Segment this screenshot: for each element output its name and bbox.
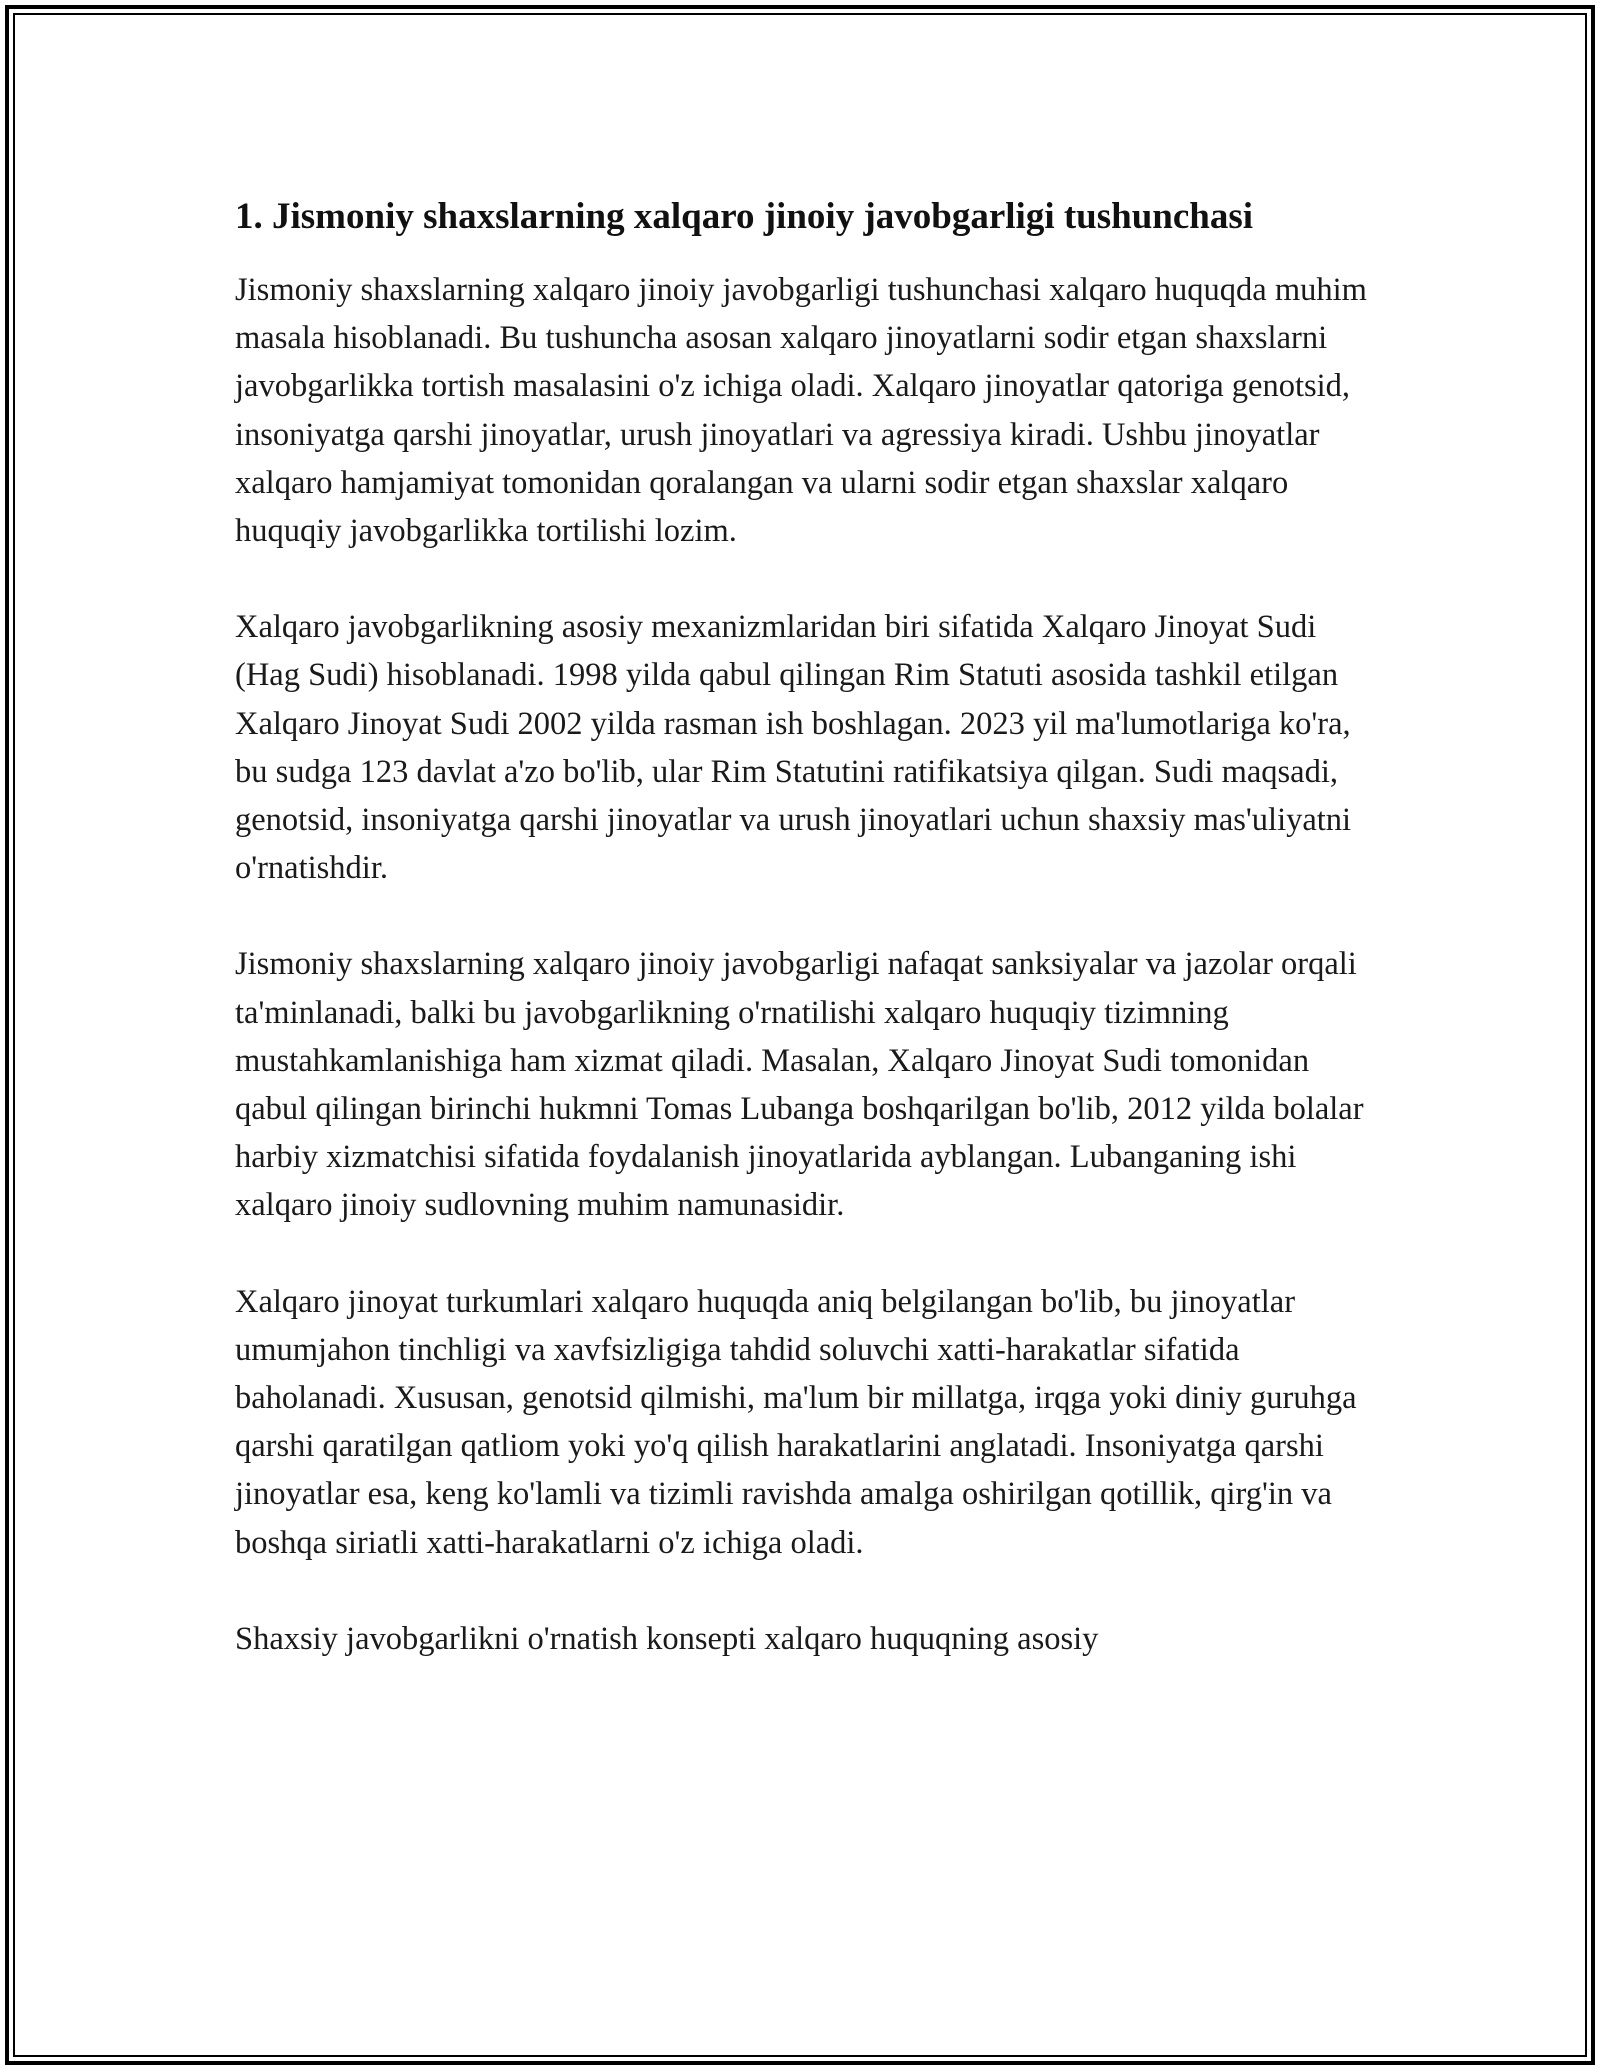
paragraph-1: Jismoniy shaxslarning xalqaro jinoiy javobgarligi tushunchasi xalqaro huquqda muhim masala hisoblanadi. Bu tushuncha asosan xalqaro jinoyatlarni sodir etgan shaxslarni javobgarlikka tortish masalasini o'z ichiga oladi. Xalqaro jinoyatlar qatoriga genotsid, insoniyatga qarshi jinoyatlar, urush jinoyatlari va agressiya kiradi. Ushbu jinoyatlar xalqaro hamjamiyat tomonidan qoralangan va ularni sodir etgan shaxslar xalqaro huquqiy javobgarlikka tortilishi lozim. [235,272,1367,550]
paragraph-4: Xalqaro jinoyat turkumlari xalqaro huquqda aniq belgilangan bo'lib, bu jinoyatlar umumjahon tinchligi va xavfsizligiga tahdid soluvchi xatti-harakatlar sifatida baholanadi. Xususan, genotsid qilmishi, ma'lum bir millatga, irqga yoki diniy guruhga qarshi qaratilgan qatliom yoki yo'q qilish harakatlarini anglatadi. Insoniyatga qarshi jinoyatlar esa, keng ko'lamli va tizimli ravishda amalga oshirilgan qotillik, qirg'in va boshqa siriatli xatti-harakatlarni o'z ichiga oladi. [235,1283,1357,1561]
paragraph-3: Jismoniy shaxslarning xalqaro jinoiy javobgarligi nafaqat sanksiyalar va jazolar orqali ta'minlanadi, balki bu javobgarlikning o'rnatilishi xalqaro huquqiy tizimning mustahkamlanishiga ham xizmat qiladi. Masalan, Xalqaro Jinoyat Sudi tomonidan qabul qilingan birinchi hukmni Tomas Lubanga boshqarilgan bo'lib, 2012 yilda bolalar harbiy xizmatchisi sifatida foydalanish jinoyatlarida ayblangan. Lubanganing ishi xalqaro jinoiy sudlovning muhim namunasidir. [235,946,1364,1224]
paragraph-2: Xalqaro javobgarlikning asosiy mexanizmlaridan biri sifatida Xalqaro Jinoyat Sudi (Hag Sudi) hisoblanadi. 1998 yilda qabul qilingan Rim Statuti asosida tashkil etilgan Xalqaro Jinoyat Sudi 2002 yilda rasman ish boshlagan. 2023 yil ma'lumotlariga ko'ra, bu sudga 123 davlat a'zo bo'lib, ular Rim Statutini ratifikatsiya qilgan. Sudi maqsadi, genotsid, insoniyatga qarshi jinoyatlar va urush jinoyatlari uchun shaxsiy mas'uliyatni o'rnatishdir. [235,609,1352,887]
document-body [235,190,1375,1711]
paragraph-5: Shaxsiy javobgarlikni o'rnatish konsepti xalqaro huquqning asosiy [235,1620,1099,1657]
section-heading: 1. Jismoniy shaxslarning xalqaro jinoiy javobgarligi tushunchasi [235,196,1254,237]
